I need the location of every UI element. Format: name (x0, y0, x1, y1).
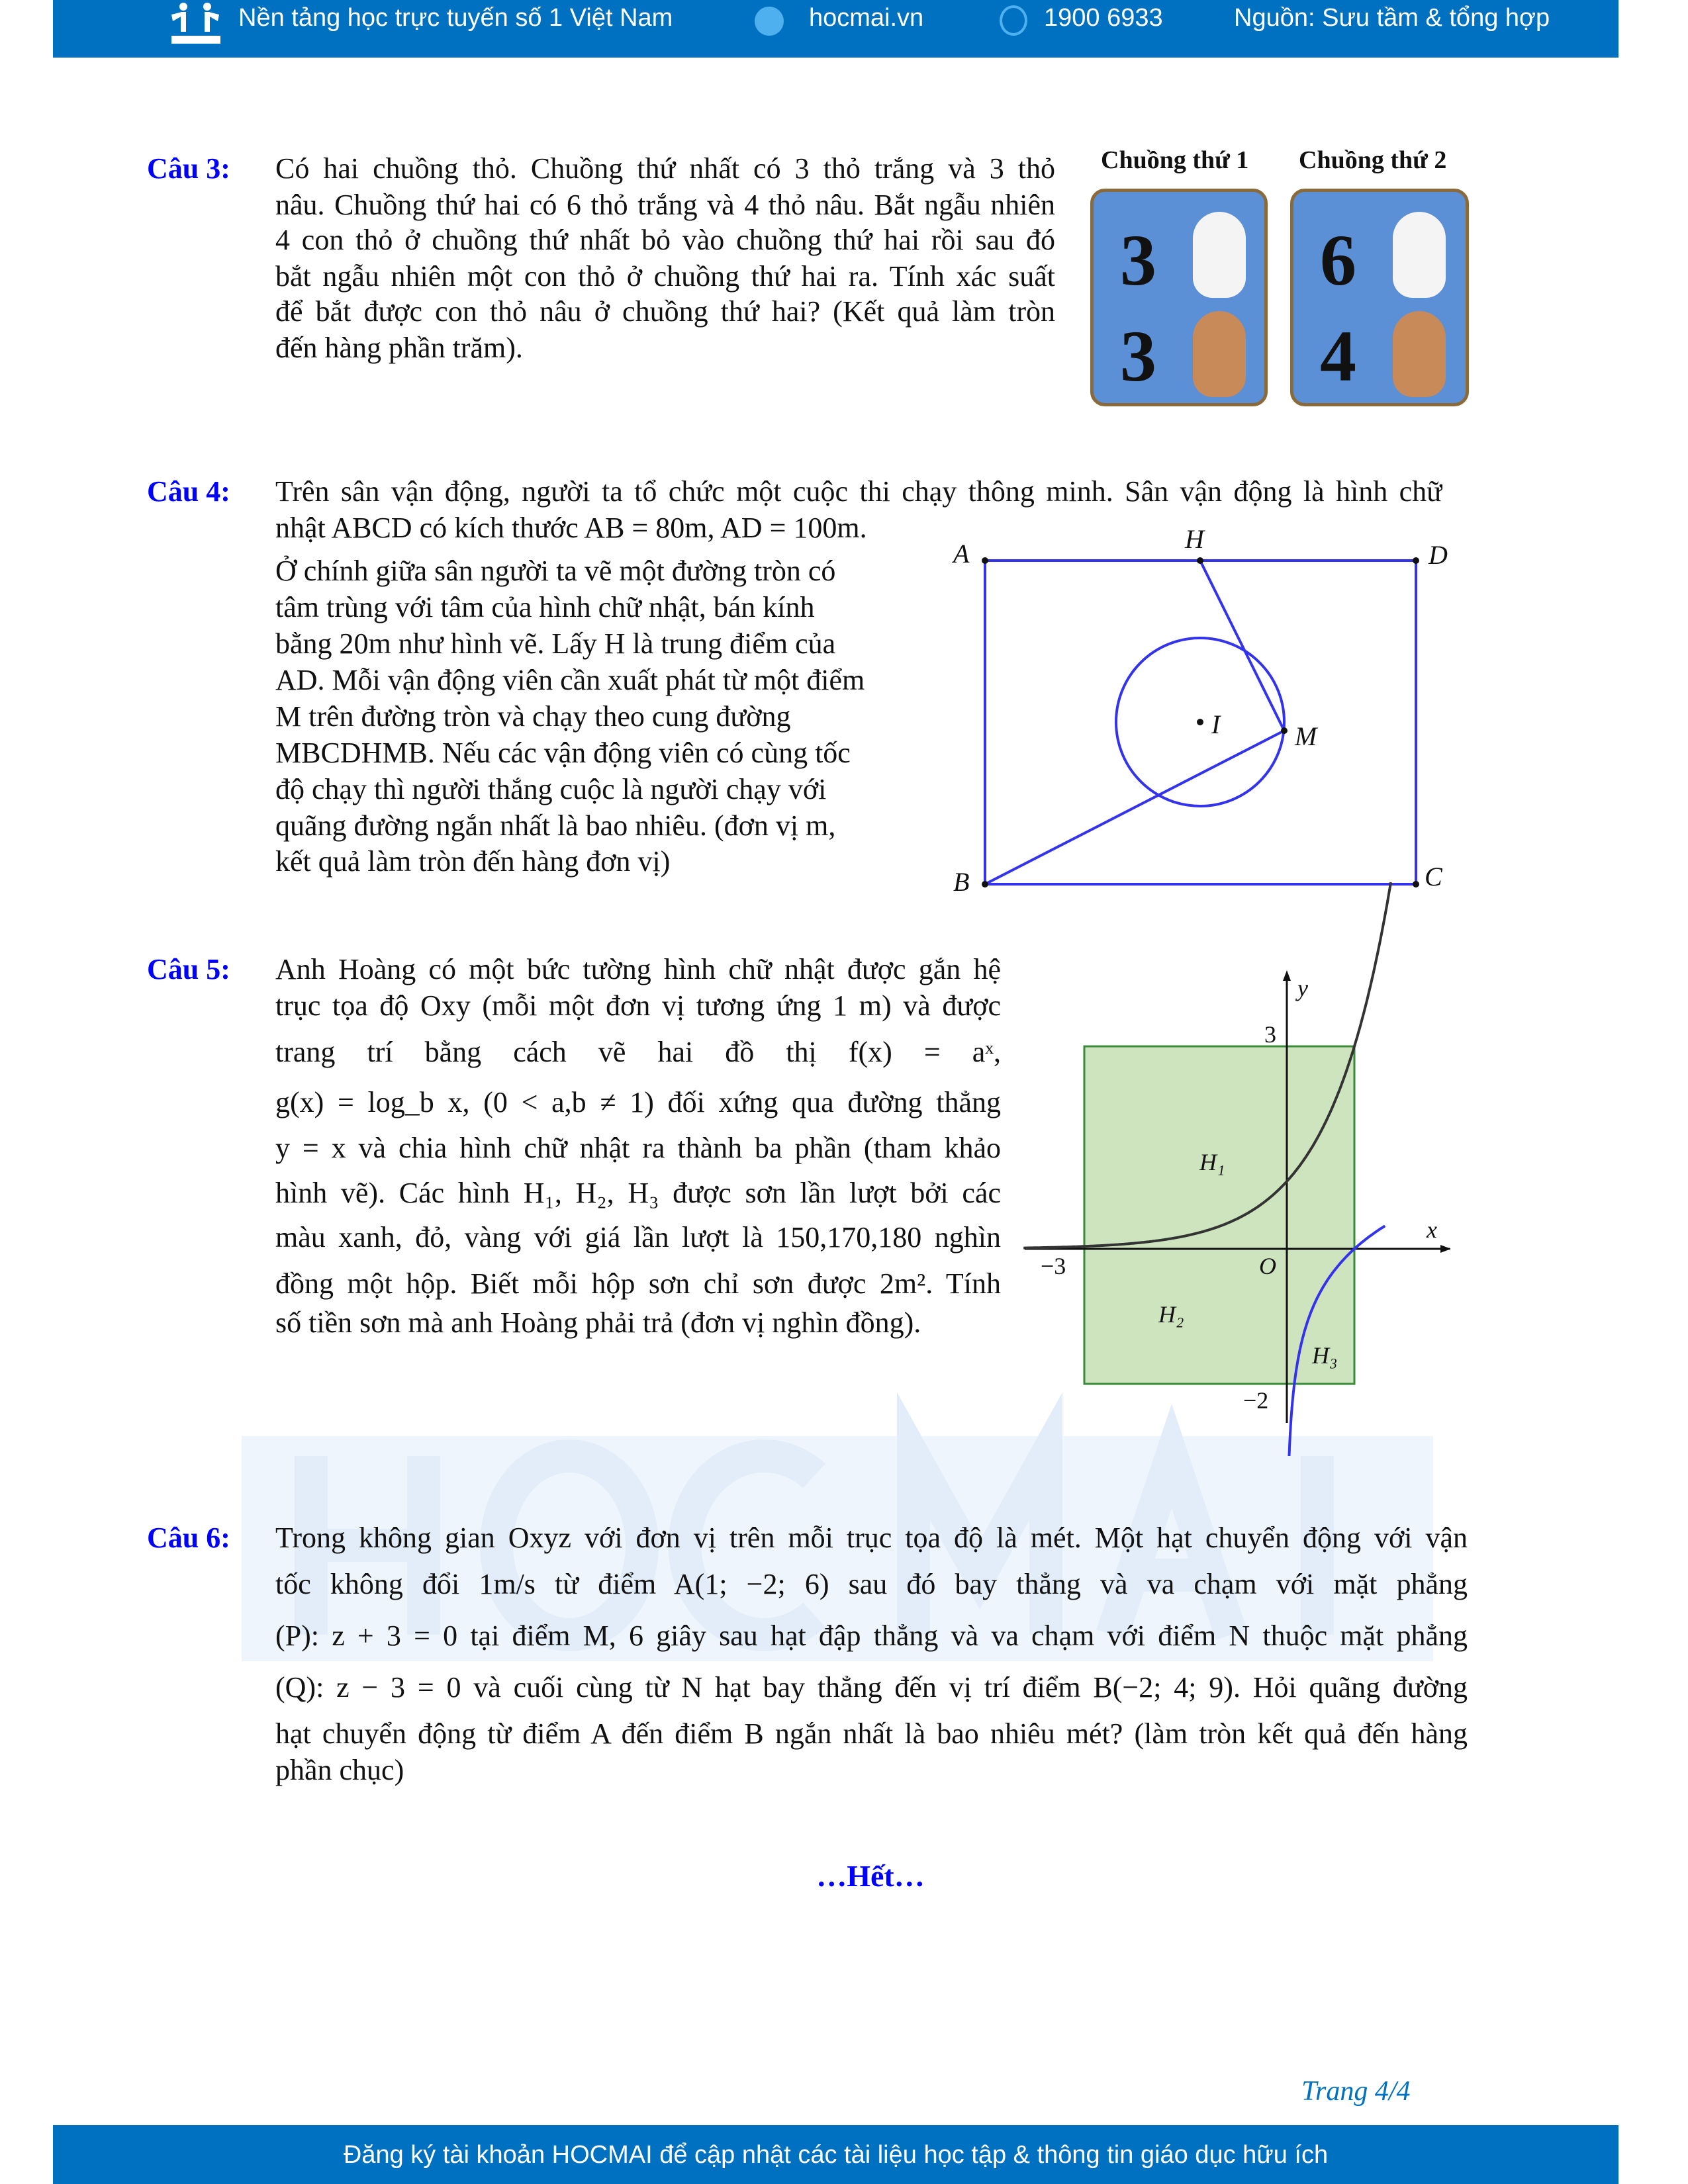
cage-2-brown-count: 4 (1320, 316, 1356, 396)
text-line: hạt chuyển động từ điểm A đến điểm B ngắn nhất là bao nhiêu mét? (làm tròn kết quả đến hàng (275, 1717, 1468, 1750)
text-line: hình vẽ). Các hình H₁, H₂, H₃ được sơn lần lượt bởi các (275, 1177, 1001, 1209)
label-m: M (1295, 721, 1317, 751)
end-marker: …Hết… (816, 1859, 925, 1893)
x-axis-arrow (1440, 1245, 1451, 1253)
label-b: B (953, 867, 970, 897)
text-line: tâm trùng với tâm của hình chữ nhật, bán kính (275, 591, 815, 623)
text-line: MBCDHMB. Nếu các vận động viên có cùng tốc (275, 737, 851, 769)
text-line: quãng đường ngắn nhất là bao nhiêu. (đơn vị m, (275, 809, 836, 842)
text-line: Trong không gian Oxyz với đơn vị trên mỗi trục tọa độ là mét. Một hạt chuyển động với vận (275, 1522, 1468, 1554)
text-line: số tiền sơn mà anh Hoàng phải trả (đơn vị nghìn đồng). (275, 1306, 921, 1339)
tick-y-minus-2: −2 (1243, 1387, 1269, 1414)
text-line: 4 con thỏ ở chuồng thứ nhất bỏ vào chuồng thứ hai rồi sau đó (275, 224, 1055, 256)
text-line: kết quả làm tròn đến hàng đơn vị) (275, 845, 671, 878)
text-line: g(x) = log_b x, (0 < a,b ≠ 1) đối xứng qua đường thẳng (275, 1086, 1001, 1118)
text-line: phần chục) (275, 1754, 404, 1786)
region-h2-label: H₂ (1158, 1301, 1184, 1328)
question-5-label: Câu 5: (147, 953, 230, 985)
text-line: bắt ngẫu nhiên một con thỏ ở chuồng thứ hai ra. Tính xác suất (275, 260, 1055, 293)
text-line: y = x và chia hình chữ nhật ra thành ba phần (tham khảo (275, 1132, 1001, 1164)
origin-label: O (1259, 1253, 1276, 1279)
tick-x-minus-3: −3 (1041, 1253, 1066, 1279)
region-h3-label: H₃ (1312, 1342, 1338, 1369)
text-line: nâu. Chuồng thứ hai có 6 thỏ trắng và 4 thỏ nâu. Bắt ngẫu nhiên (275, 189, 1055, 221)
text-line: màu xanh, đỏ, vàng với giá lần lượt là 150,170,180 nghìn (275, 1221, 1001, 1253)
label-h: H (1185, 524, 1204, 554)
question-6-label: Câu 6: (147, 1522, 230, 1554)
text-line: độ chạy thì người thắng cuộc là người chạy với (275, 773, 827, 805)
page-number: Trang 4/4 (1301, 2076, 1411, 2107)
cage-2-title: Chuồng thứ 2 (1299, 146, 1447, 174)
text-line: Có hai chuồng thỏ. Chuồng thứ nhất có 3 thỏ trắng và 3 thỏ (275, 152, 1055, 185)
cage-1-title: Chuồng thứ 1 (1101, 146, 1249, 174)
label-i: I (1211, 709, 1221, 739)
text-line: bằng 20m như hình vẽ. Lấy H là trung điểm của (275, 627, 836, 660)
label-c: C (1425, 862, 1442, 891)
text-line: Ở chính giữa sân người ta vẽ một đường tròn có (275, 555, 836, 587)
cage-2-white-count: 6 (1320, 220, 1356, 300)
tagline: Nền tảng học trực tuyến số 1 Việt Nam (238, 4, 673, 32)
website-link[interactable]: hocmai.vn (809, 4, 924, 32)
label-a: A (953, 539, 970, 569)
text-line: (P): z + 3 = 0 tại điểm M, 6 giây sau hạt đập thẳng và va chạm với điểm N thuộc mặt phẳng (275, 1619, 1468, 1652)
text-line: AD. Mỗi vận động viên cần xuất phát từ một điểm (275, 664, 865, 696)
footer-text[interactable]: Đăng ký tài khoản HOCMAI để cập nhật các tài liệu học tập & thông tin giáo dục hữu ích (343, 2141, 1329, 2169)
label-d: D (1429, 540, 1448, 570)
text-line: đến hàng phần trăm). (275, 332, 523, 364)
text-line: trang trí bằng cách vẽ hai đồ thị f(x) = aˣ, (275, 1036, 1001, 1068)
text-line: M trên đường tròn và chạy theo cung đường (275, 700, 791, 733)
source-note: Nguồn: Sưu tầm & tổng hợp (1234, 4, 1550, 32)
cage-1-white-count: 3 (1120, 220, 1156, 300)
x-axis-label: x (1427, 1216, 1437, 1243)
cage-1-brown-count: 3 (1120, 316, 1156, 396)
text-line: để bắt được con thỏ nâu ở chuồng thứ hai? (Kết quả làm tròn (275, 295, 1055, 328)
footer-bar (53, 2125, 1618, 2184)
text-line: Trên sân vận động, người ta tổ chức một cuộc thi chạy thông minh. Sân vận động là hình chữ (275, 475, 1442, 508)
question-4-label: Câu 4: (147, 475, 230, 508)
tick-y-3: 3 (1264, 1021, 1276, 1048)
question-3-label: Câu 3: (147, 152, 230, 185)
y-axis-arrow (1283, 970, 1291, 981)
text-line: tốc không đổi 1m/s từ điểm A(1; −2; 6) sau đó bay thẳng và va chạm với mặt phẳng (275, 1568, 1468, 1600)
text-line: (Q): z − 3 = 0 và cuối cùng từ N hạt bay thẳng đến vị trí điểm B(−2; 4; 9). Hỏi quãng đường (275, 1671, 1468, 1704)
phone-number[interactable]: 1900 6933 (1044, 4, 1163, 32)
text-line: nhật ABCD có kích thước AB = 80m, AD = 100m. (275, 512, 867, 544)
y-axis-label: y (1297, 975, 1308, 1001)
text-line: trục tọa độ Oxy (mỗi một đơn vị tương ứng 1 m) và được (275, 989, 1001, 1022)
region-h1-label: H₁ (1199, 1149, 1225, 1175)
wall-rectangle (1084, 1046, 1354, 1384)
text-line: đồng một hộp. Biết mỗi hộp sơn chỉ sơn được 2m². Tính (275, 1267, 1001, 1300)
text-line: Anh Hoàng có một bức tường hình chữ nhật được gắn hệ (275, 953, 1001, 985)
